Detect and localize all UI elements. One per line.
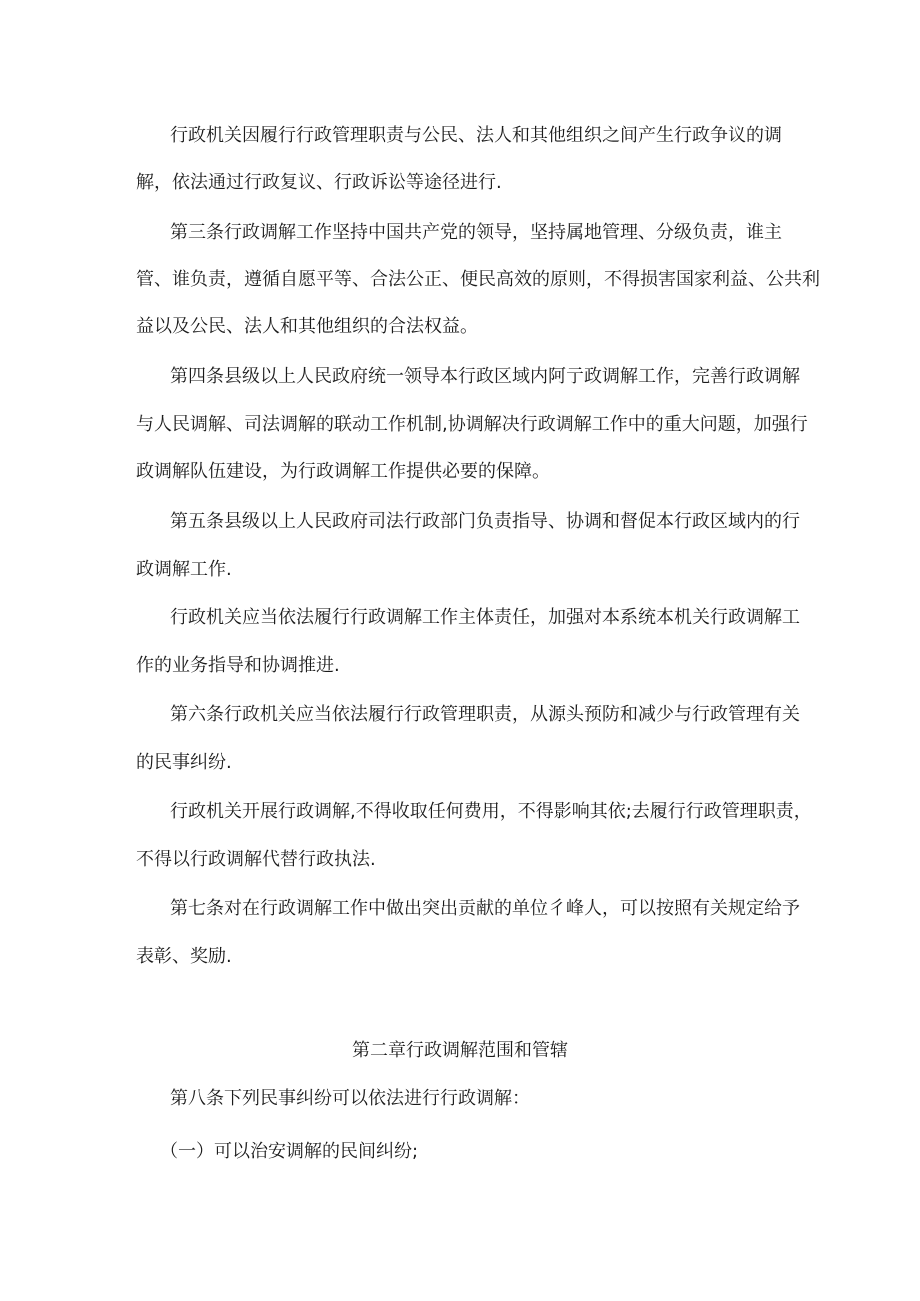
paragraph-line: 第七条对在行政调解工作中做出突出贡献的单位彳峰人，可以按照有关规定给予: [170, 898, 800, 919]
paragraph-line: 管、谁负责，遵循自愿平等、合法公正、便民高效的原则，不得损害国家利益、公共利: [136, 269, 820, 290]
paragraph-line: 作的业务指导和协调推进.: [136, 655, 340, 676]
paragraph-line: 政调解工作.: [136, 559, 232, 580]
list-item: （一）可以治安调解的民间纠纷;: [160, 1141, 419, 1162]
paragraph-line: 益以及公民、法人和其他组织的合法权益。: [136, 316, 478, 337]
paragraph-line: 行政机关开展行政调解,不得收取任何费用，不得影响其依;去履行行政管理职责，: [170, 801, 812, 822]
paragraph-line: 第四条县级以上人民政府统一领导本行政区域内阿亍政调解工作，完善行政调解: [170, 366, 800, 387]
paragraph-line: 第六条行政机关应当依法履行行政管理职责，从源头预防和减少与行政管理有关: [170, 704, 800, 725]
paragraph-line: 第五条县级以上人民政府司法行政部门负责指导、协调和督促本行政区域内的行: [170, 511, 800, 532]
paragraph-line: 解，依法通过行政复议、行政诉讼等途径进行.: [136, 172, 502, 193]
paragraph-line: 不得以行政调解代替行政执法.: [136, 849, 376, 870]
paragraph-line: 第三条行政调解工作坚持中国共产党的领导，坚持属地管理、分级负责，谁主: [170, 222, 782, 243]
paragraph-line: 的民事纠纷.: [136, 752, 232, 773]
paragraph-line: 行政机关因履行行政管理职责与公民、法人和其他组织之间产生行政争议的调: [170, 125, 782, 146]
paragraph-line: 与人民调解、司法调解的联动工作机制,协调解决行政调解工作中的重大问题，加强行: [136, 414, 808, 435]
article-8-text: 第八条下列民事纠纷可以依法进行行政调解：: [170, 1088, 530, 1109]
paragraph-line: 政调解队伍建设，为行政调解工作提供必要的保障。: [136, 461, 550, 482]
chapter-heading: 第二章行政调解范围和管辖: [352, 1040, 568, 1061]
paragraph-line: 表彰、奖励.: [136, 946, 232, 967]
paragraph-line: 行政机关应当依法履行行政调解工作主体责任，加强对本系统本机关行政调解工: [170, 607, 800, 628]
